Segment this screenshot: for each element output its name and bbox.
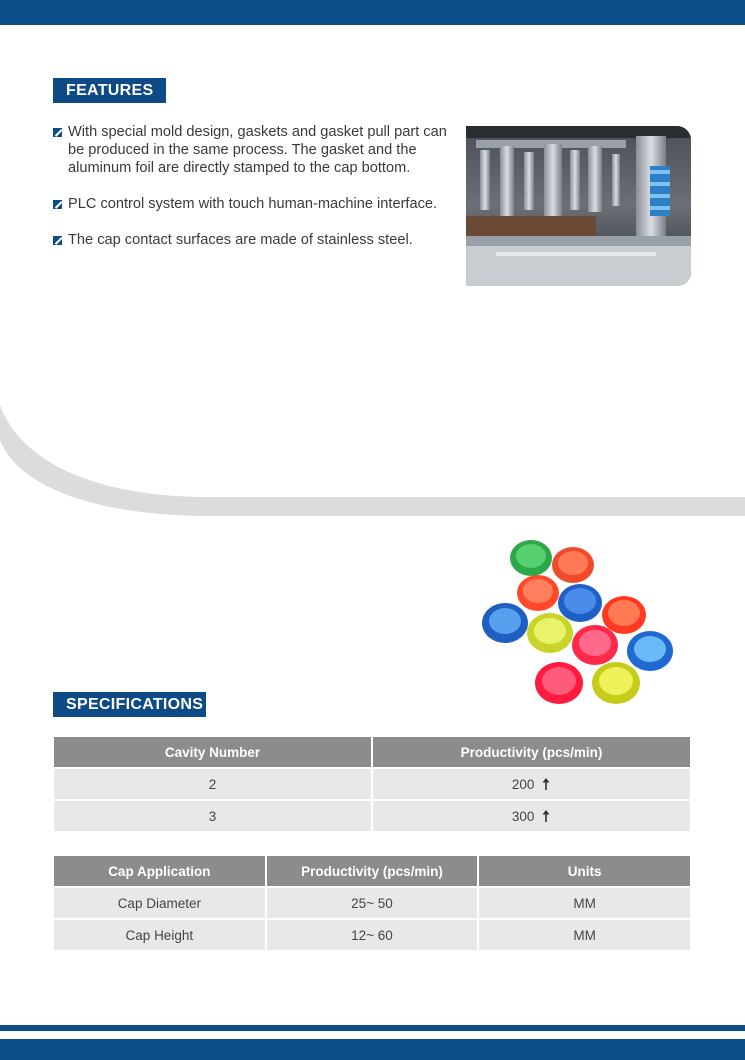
table-cell: 2 (54, 769, 371, 799)
square-bullet-icon (53, 236, 62, 245)
table-cell: MM (479, 920, 690, 950)
arrow-up-icon (541, 809, 551, 823)
feature-text: With special mold design, gaskets and gasket pull part can be produced in the same process. The gasket and the aluminum foil are directly stamped to the cap bottom. (68, 124, 447, 176)
table-cell: Cap Height (54, 920, 265, 950)
table-row (54, 920, 690, 950)
table-cell: 12~ 60 (267, 920, 478, 950)
table-cell: MM (479, 888, 690, 918)
table-row (54, 888, 690, 918)
column-header: Productivity (pcs/min) (373, 737, 690, 767)
table-header-row (54, 737, 690, 767)
features-heading: FEATURES (53, 78, 166, 103)
table-row (54, 801, 690, 831)
column-header: Cap Application (54, 856, 265, 886)
table-cell: 3 (54, 801, 371, 831)
square-bullet-icon (53, 200, 62, 209)
machine-mold-illustration (466, 126, 691, 286)
plastic-caps-illustration (478, 533, 678, 718)
specifications-heading: SPECIFICATIONS (53, 692, 206, 717)
bottom-brand-line (0, 1025, 745, 1031)
column-header: Productivity (pcs/min) (267, 856, 478, 886)
cell-value: 200 (511, 776, 535, 792)
feature-item (53, 231, 463, 249)
plastic-caps-photo (478, 533, 678, 718)
table-header-row (54, 856, 690, 886)
features-list (53, 123, 463, 267)
cell-value: 300 (511, 808, 535, 824)
arrow-up-icon (541, 777, 551, 791)
cap-application-table (52, 854, 692, 952)
table-cell (373, 801, 690, 831)
feature-item (53, 123, 463, 177)
bottom-brand-band (0, 1039, 745, 1060)
column-header: Units (479, 856, 690, 886)
feature-text: The cap contact surfaces are made of stainless steel. (68, 232, 413, 248)
square-bullet-icon (53, 128, 62, 137)
top-brand-band (0, 0, 745, 25)
feature-item (53, 195, 463, 213)
table-cell: Cap Diameter (54, 888, 265, 918)
column-header: Cavity Number (54, 737, 371, 767)
decorative-swoosh (0, 395, 745, 520)
table-cell: 25~ 50 (267, 888, 478, 918)
feature-text: PLC control system with touch human-machine interface. (68, 196, 438, 212)
machine-mold-photo (466, 126, 691, 286)
table-row (54, 769, 690, 799)
table-cell (373, 769, 690, 799)
cavity-productivity-table (52, 735, 692, 833)
